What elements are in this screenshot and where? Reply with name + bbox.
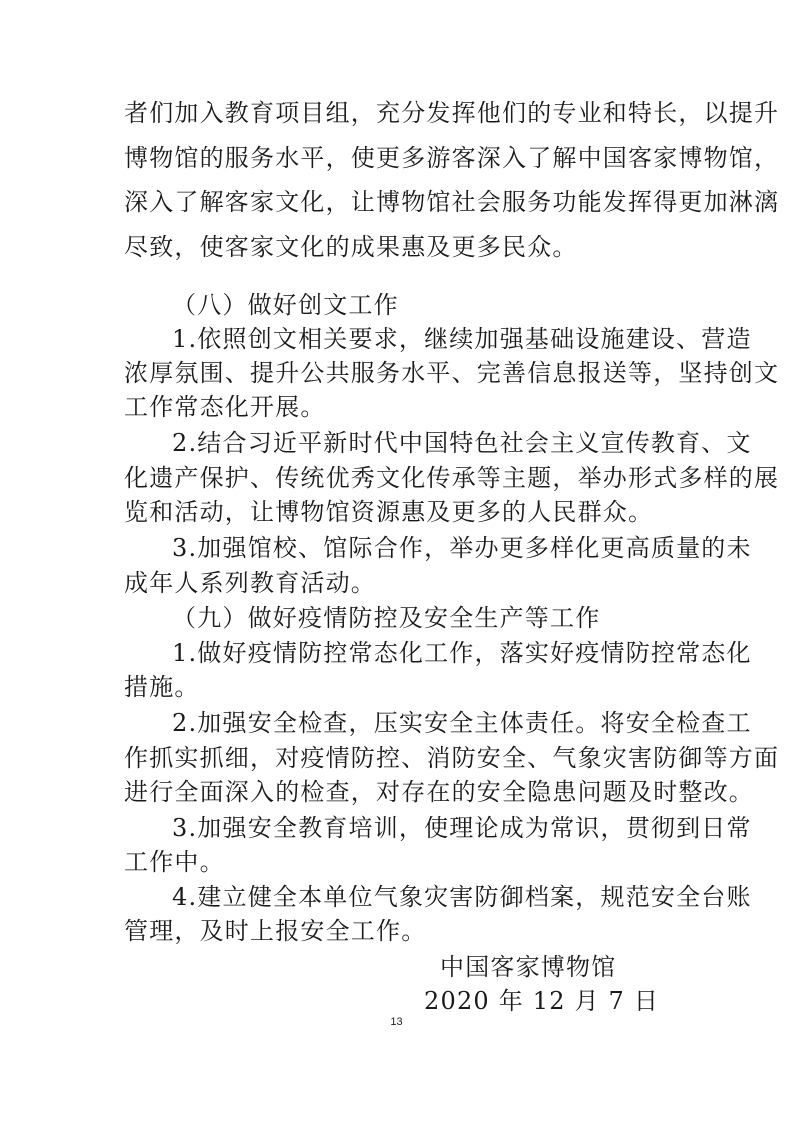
- section-9-item-3-line-2: 工作中。: [124, 848, 225, 876]
- signature-date: 2020 年 12 月 7 日: [424, 987, 660, 1015]
- section-8-item-2-line-1: 2.结合习近平新时代中国特色社会主义宣传教育、文: [172, 429, 752, 457]
- signature-organization: 中国客家博物馆: [440, 953, 617, 981]
- intro-line-1: 者们加入教育项目组，充分发挥他们的专业和特长，以提升: [124, 99, 780, 127]
- section-9-item-4-line-1: 4.建立健全本单位气象灾害防御档案，规范安全台账: [172, 883, 752, 911]
- section-8-item-1-line-2: 浓厚氛围、提升公共服务水平、完善信息报送等，坚持创文: [124, 359, 780, 387]
- section-9-item-2-line-3: 进行全面深入的检查，对存在的安全隐患问题及时整改。: [124, 778, 754, 806]
- section-9-item-1-line-1: 1.做好疫情防控常态化工作，落实好疫情防控常态化: [172, 639, 752, 667]
- section-9-heading: （九）做好疫情防控及安全生产等工作: [172, 604, 601, 632]
- section-9-item-1-line-2: 措施。: [124, 673, 200, 701]
- section-8-heading: （八）做好创文工作: [172, 291, 399, 319]
- section-8-item-1-line-3: 工作常态化开展。: [124, 393, 326, 421]
- section-9-item-2-line-1: 2.加强安全检查，压实安全主体责任。将安全检查工: [172, 709, 752, 737]
- intro-line-2: 博物馆的服务水平，使更多游客深入了解中国客家博物馆，: [124, 144, 780, 172]
- section-8-item-2-line-2: 化遗产保护、传统优秀文化传承等主题，举办形式多样的展: [124, 464, 780, 492]
- intro-line-4: 尽致，使客家文化的成果惠及更多民众。: [124, 233, 578, 261]
- section-8-item-2-line-3: 览和活动，让博物馆资源惠及更多的人民群众。: [124, 498, 654, 526]
- section-8-item-3-line-1: 3.加强馆校、馆际合作，举办更多样化更高质量的未: [172, 534, 752, 562]
- section-8-item-1-line-1: 1.依照创文相关要求，继续加强基础设施建设、营造: [172, 325, 752, 353]
- section-8-item-3-line-2: 成年人系列教育活动。: [124, 569, 376, 597]
- section-9-item-2-line-2: 作抓实抓细，对疫情防控、消防安全、气象灾害防御等方面: [124, 744, 780, 772]
- section-9-item-4-line-2: 管理，及时上报安全工作。: [124, 917, 427, 945]
- section-9-item-3-line-1: 3.加强安全教育培训，使理论成为常识，贯彻到日常: [172, 814, 752, 842]
- page-number: 13: [390, 1016, 403, 1028]
- intro-line-3: 深入了解客家文化，让博物馆社会服务功能发挥得更加淋漓: [124, 188, 780, 216]
